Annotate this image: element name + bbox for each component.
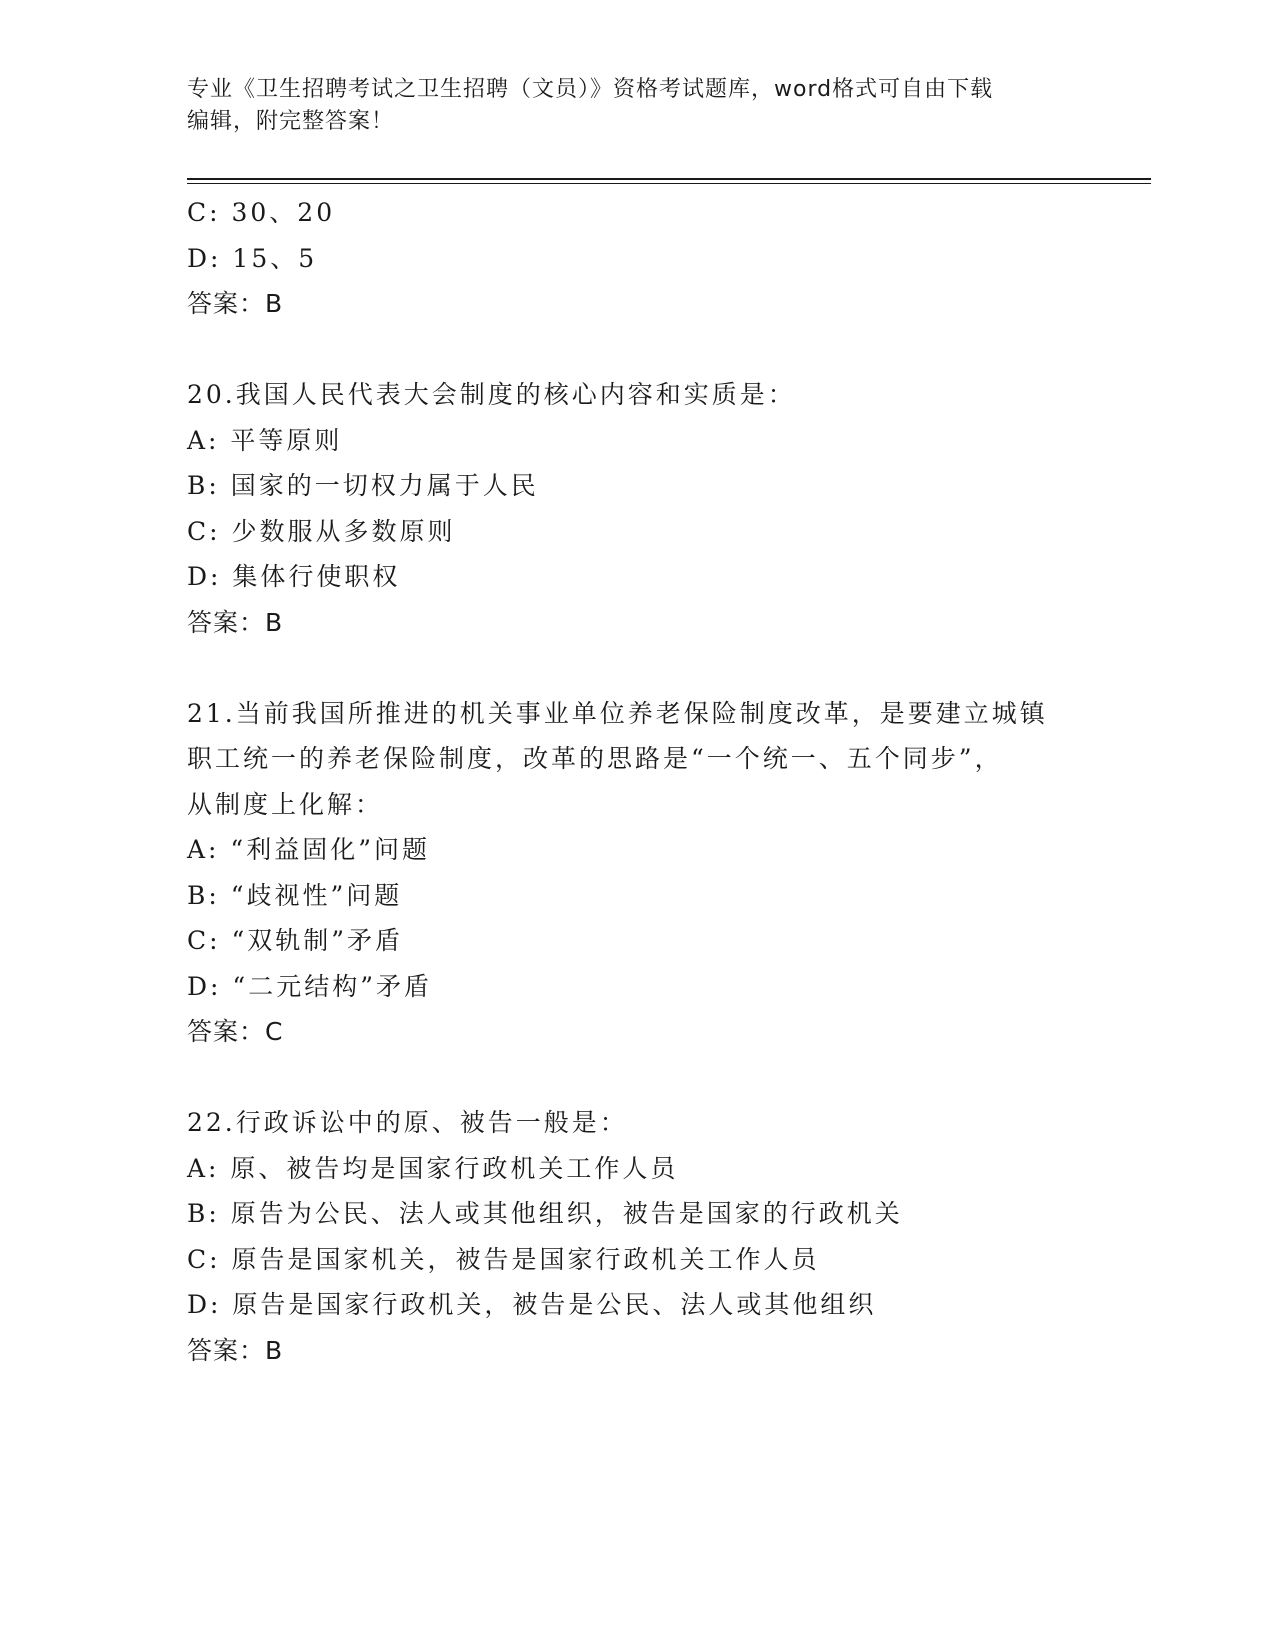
question-block-21 bbox=[187, 691, 1087, 1055]
spacer bbox=[187, 327, 1087, 373]
answer-line: 答案：C bbox=[187, 1017, 284, 1046]
answer-line: 答案：B bbox=[187, 289, 284, 318]
question-block-19 bbox=[187, 190, 1087, 327]
option-b: B: 原告为公民、法人或其他组织，被告是国家的行政机关 bbox=[187, 1199, 903, 1228]
question-stem: 22.行政诉讼中的原、被告一般是： bbox=[187, 1108, 628, 1137]
option-b: B: “歧视性”问题 bbox=[187, 880, 403, 910]
option-d: D: “二元结构”矛盾 bbox=[187, 971, 432, 1001]
answer-line: 答案：B bbox=[187, 1335, 284, 1365]
option-d: D: 集体行使职权 bbox=[187, 562, 401, 591]
spacer bbox=[187, 645, 1087, 691]
question-block-22 bbox=[187, 1100, 1087, 1373]
option-d: D: 15、5 bbox=[187, 243, 318, 273]
header-line-1: 专业《卫生招聘考试之卫生招聘（文员）》资格考试题库，word格式可自由下载 bbox=[187, 77, 994, 102]
option-d: D: 原告是国家行政机关，被告是公民、法人或其他组织 bbox=[187, 1290, 877, 1319]
header-divider-thin bbox=[187, 183, 1151, 184]
option-c: C: 30、20 bbox=[187, 198, 336, 227]
question-stem-line-3: 从制度上化解： bbox=[187, 789, 384, 819]
question-block-20 bbox=[187, 372, 1087, 645]
option-a: A: 平等原则 bbox=[187, 425, 343, 455]
option-b: B: 国家的一切权力属于人民 bbox=[187, 471, 539, 500]
option-c: C: “双轨制”矛盾 bbox=[187, 926, 404, 955]
option-a: A: 原、被告均是国家行政机关工作人员 bbox=[187, 1153, 679, 1183]
question-stem-line-1: 21.当前我国所推进的机关事业单位养老保险制度改革，是要建立城镇 bbox=[187, 698, 1048, 728]
header-line-2: 编辑，附完整答案！ bbox=[187, 109, 395, 134]
question-stem-line-2: 职工统一的养老保险制度，改革的思路是“一个统一、五个同步”， bbox=[187, 744, 1003, 773]
option-a: A: “利益固化”问题 bbox=[187, 835, 430, 864]
page-header bbox=[187, 74, 1087, 138]
header-divider-thick bbox=[187, 178, 1151, 180]
question-stem: 20.我国人民代表大会制度的核心内容和实质是： bbox=[187, 380, 796, 409]
option-c: C: 原告是国家机关，被告是国家行政机关工作人员 bbox=[187, 1244, 820, 1274]
option-c: C: 少数服从多数原则 bbox=[187, 516, 456, 546]
question-list bbox=[187, 190, 1087, 1373]
spacer bbox=[187, 1055, 1087, 1101]
answer-line: 答案：B bbox=[187, 607, 284, 637]
